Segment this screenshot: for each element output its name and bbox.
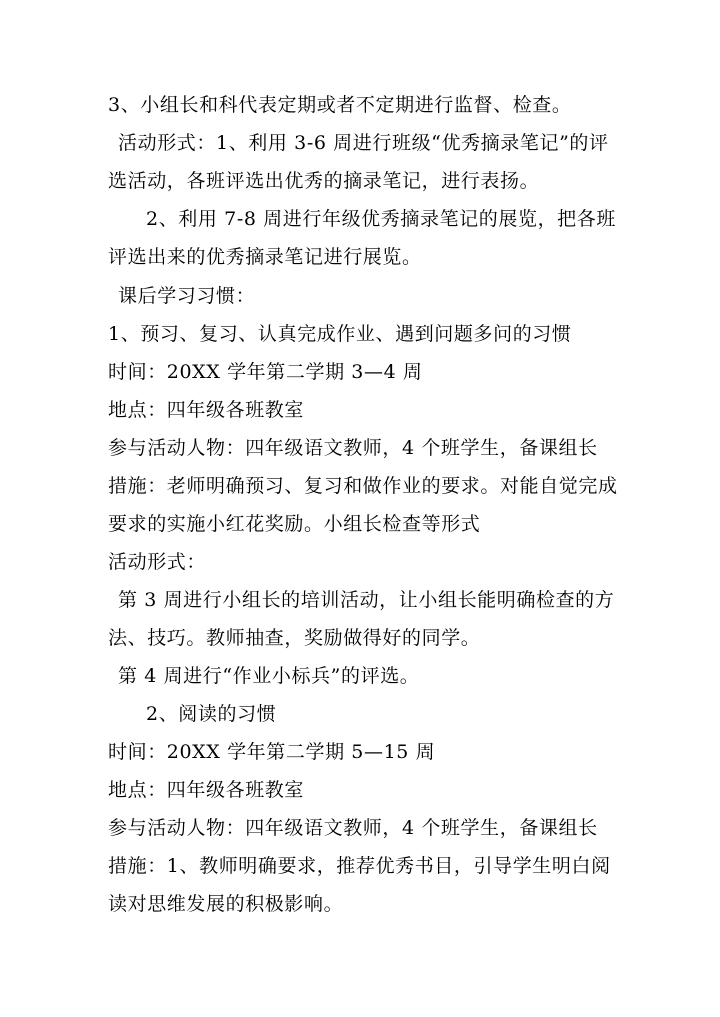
text-line: 措施：1、教师明确要求，推荐优秀书目，引导学生明白阅 [108, 855, 611, 877]
text-line: 2、利用 7-8 周进行年级优秀摘录笔记的展览，把各班 [146, 208, 616, 230]
text-line: 2、阅读的习惯 [146, 703, 277, 725]
text-line: 法、技巧。教师抽查，奖励做得好的同学。 [108, 627, 481, 649]
text-line: 时间：20XX 学年第二学期 3—4 周 [108, 361, 423, 383]
text-line: 地点：四年级各班教室 [108, 779, 305, 801]
text-line: 活动形式： [108, 551, 207, 573]
text-line: 时间：20XX 学年第二学期 5—15 周 [108, 741, 436, 763]
text-line: 要求的实施小红花奖励。小组长检查等形式 [108, 513, 481, 535]
section-heading: 课后学习习惯： [118, 285, 256, 307]
text-line: 第 4 周进行“作业小标兵”的评选。 [118, 665, 420, 687]
text-line: 参与活动人物：四年级语文教师，4 个班学生，备课组长 [108, 817, 598, 839]
text-line: 第 3 周进行小组长的培训活动，让小组长能明确检查的方 [118, 589, 615, 611]
text-line: 1、预习、复习、认真完成作业、遇到问题多问的习惯 [108, 323, 572, 345]
text-line: 评选出来的优秀摘录笔记进行展览。 [108, 246, 422, 268]
text-line: 措施：老师明确预习、复习和做作业的要求。对能自觉完成 [108, 475, 618, 497]
text-line: 参与活动人物：四年级语文教师，4 个班学生，备课组长 [108, 437, 598, 459]
text-line: 活动形式：1、利用 3-6 周进行班级“优秀摘录笔记”的评 [118, 132, 609, 154]
text-line: 3、小组长和科代表定期或者不定期进行监督、检查。 [108, 94, 572, 116]
text-line: 读对思维发展的积极影响。 [108, 893, 344, 915]
text-line: 地点：四年级各班教室 [108, 399, 305, 421]
text-line: 选活动，各班评选出优秀的摘录笔记，进行表扬。 [108, 170, 540, 192]
